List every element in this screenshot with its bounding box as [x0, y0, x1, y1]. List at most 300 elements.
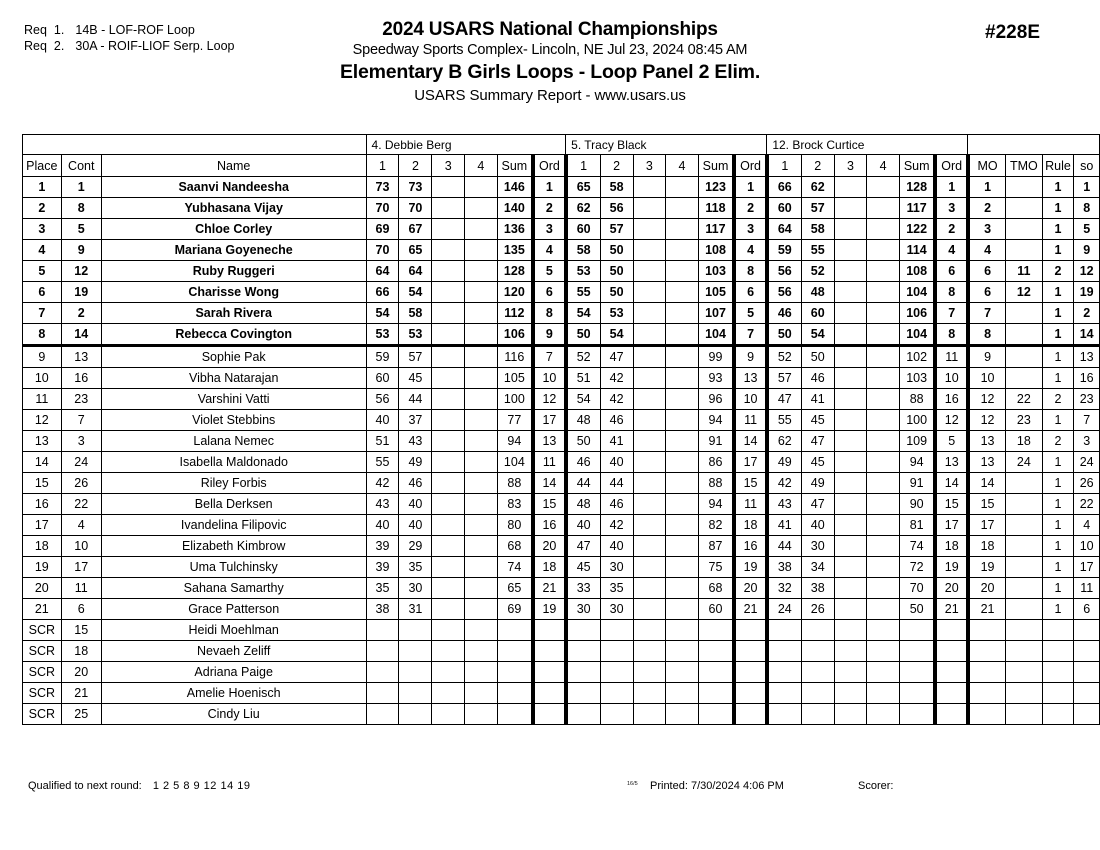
cell-rule	[1042, 641, 1074, 662]
cell-j1-element-3	[432, 536, 465, 557]
cell-mo: 6	[968, 261, 1006, 282]
cell-j3-sum	[899, 620, 935, 641]
cell-j1-element-4	[465, 303, 498, 324]
cell-place: 19	[23, 557, 62, 578]
cell-j2-element-1: 58	[566, 240, 600, 261]
table-row	[23, 683, 1100, 704]
cell-j3-element-3	[834, 282, 867, 303]
cell-name: Amelie Hoenisch	[101, 683, 366, 704]
cell-so: 13	[1074, 346, 1100, 368]
results-table	[22, 134, 1100, 725]
cell-j1-element-1: 54	[366, 303, 399, 324]
cell-j3-element-1: 42	[767, 473, 801, 494]
cell-j3-element-3	[834, 515, 867, 536]
requirement-text-2: 30A - ROIF-LIOF Serp. Loop	[75, 39, 235, 53]
cell-tmo	[1006, 641, 1043, 662]
cell-place: 3	[23, 219, 62, 240]
cell-j3-element-4	[867, 557, 900, 578]
cell-j3-element-3	[834, 198, 867, 219]
cell-j1-element-3	[432, 599, 465, 620]
cell-j2-ord: 13	[734, 368, 767, 389]
cell-j2-ord: 5	[734, 303, 767, 324]
cell-name: Varshini Vatti	[101, 389, 366, 410]
cell-j2-ord	[734, 683, 767, 704]
cell-j1-element-3	[432, 494, 465, 515]
cell-j1-ord: 11	[533, 452, 566, 473]
cell-j2-element-1: 54	[566, 389, 600, 410]
cell-j2-element-1: 53	[566, 261, 600, 282]
cell-j2-element-3	[633, 389, 666, 410]
cell-tmo	[1006, 620, 1043, 641]
cell-j2-element-2: 50	[600, 261, 633, 282]
cell-j3-element-2	[801, 704, 834, 725]
cell-j3-element-4	[867, 515, 900, 536]
cell-j3-element-3	[834, 346, 867, 368]
cell-j3-element-1: 52	[767, 346, 801, 368]
table-row	[23, 282, 1100, 303]
cell-j2-element-4	[666, 198, 699, 219]
cell-rule: 1	[1042, 240, 1074, 261]
cell-j2-element-1: 46	[566, 452, 600, 473]
cell-j1-element-4	[465, 557, 498, 578]
cell-j2-element-3	[633, 620, 666, 641]
cell-j1-element-1: 39	[366, 557, 399, 578]
cell-j3-element-2: 48	[801, 282, 834, 303]
cell-j1-element-2: 49	[399, 452, 432, 473]
cell-rule: 2	[1042, 389, 1074, 410]
cell-name: Cindy Liu	[101, 704, 366, 725]
cell-j1-element-3	[432, 662, 465, 683]
cell-j2-element-1: 52	[566, 346, 600, 368]
document-number: #228E	[985, 22, 1040, 43]
cell-j1-ord: 9	[533, 324, 566, 346]
cell-mo: 19	[968, 557, 1006, 578]
cell-name: Chloe Corley	[101, 219, 366, 240]
cell-j2-element-1: 48	[566, 494, 600, 515]
cell-j3-sum: 103	[899, 368, 935, 389]
cell-j2-element-2: 41	[600, 431, 633, 452]
cell-j1-sum: 69	[497, 599, 533, 620]
cell-cont: 20	[61, 662, 101, 683]
cell-j2-element-4	[666, 494, 699, 515]
cell-j2-ord: 17	[734, 452, 767, 473]
cell-place: 12	[23, 410, 62, 431]
cell-j1-element-2: 30	[399, 578, 432, 599]
cell-j1-element-3	[432, 389, 465, 410]
cell-j3-element-1: 41	[767, 515, 801, 536]
cell-j1-element-3	[432, 282, 465, 303]
cell-j2-ord	[734, 620, 767, 641]
column-header-row	[23, 155, 1100, 177]
cell-cont: 7	[61, 410, 101, 431]
cell-j1-element-4	[465, 683, 498, 704]
cell-j3-element-1: 55	[767, 410, 801, 431]
cell-j3-element-2: 49	[801, 473, 834, 494]
cell-j2-element-4	[666, 620, 699, 641]
cell-j1-element-1: 38	[366, 599, 399, 620]
cell-j3-element-4	[867, 324, 900, 346]
cell-name: Sarah Rivera	[101, 303, 366, 324]
cell-so: 2	[1074, 303, 1100, 324]
cell-j1-element-1: 43	[366, 494, 399, 515]
cell-rule: 1	[1042, 599, 1074, 620]
cell-j3-ord: 15	[935, 494, 968, 515]
cell-j1-element-1: 35	[366, 578, 399, 599]
cell-rule: 2	[1042, 431, 1074, 452]
cell-j2-ord: 9	[734, 346, 767, 368]
cell-name: Heidi Moehlman	[101, 620, 366, 641]
cell-j3-element-2: 30	[801, 536, 834, 557]
cell-j1-element-3	[432, 683, 465, 704]
cell-cont: 4	[61, 515, 101, 536]
cell-j2-element-4	[666, 389, 699, 410]
requirement-number-1: 1.	[53, 23, 65, 37]
cell-j1-sum: 104	[497, 452, 533, 473]
column-header-j3-element-3: 3	[834, 155, 867, 177]
cell-j1-element-3	[432, 557, 465, 578]
cell-j1-element-2	[399, 704, 432, 725]
table-row	[23, 389, 1100, 410]
cell-j1-element-4	[465, 177, 498, 198]
cell-j3-element-2	[801, 683, 834, 704]
cell-j2-sum: 60	[698, 599, 734, 620]
cell-j3-element-3	[834, 324, 867, 346]
cell-name: Sophie Pak	[101, 346, 366, 368]
judge-band-tail	[968, 135, 1100, 155]
venue-datetime: Speedway Sports Complex- Lincoln, NE Jul 23, 2024 08:45 AM	[352, 42, 748, 58]
cell-j2-element-4	[666, 704, 699, 725]
cell-j3-element-3	[834, 536, 867, 557]
cell-j2-element-3	[633, 346, 666, 368]
cell-j1-element-3	[432, 368, 465, 389]
cell-tmo	[1006, 346, 1043, 368]
cell-j2-element-1	[566, 641, 600, 662]
column-header-name: Name	[101, 155, 366, 177]
cell-mo	[968, 683, 1006, 704]
cell-j3-ord: 2	[935, 219, 968, 240]
cell-j3-element-3	[834, 368, 867, 389]
column-header-j3-sum: Sum	[899, 155, 935, 177]
table-row	[23, 620, 1100, 641]
cell-j3-element-3	[834, 452, 867, 473]
cell-j1-ord: 6	[533, 282, 566, 303]
cell-j2-ord: 16	[734, 536, 767, 557]
column-header-j2-element-2: 2	[600, 155, 633, 177]
cell-place: SCR	[23, 683, 62, 704]
cell-j3-element-4	[867, 389, 900, 410]
cell-name: Adriana Paige	[101, 662, 366, 683]
cell-j1-ord: 19	[533, 599, 566, 620]
event-title: 2024 USARS National Championships	[382, 19, 718, 40]
cell-j1-sum: 77	[497, 410, 533, 431]
cell-j1-ord: 17	[533, 410, 566, 431]
cell-j3-element-3	[834, 473, 867, 494]
cell-name: Yubhasana Vijay	[101, 198, 366, 219]
table-row	[23, 346, 1100, 368]
column-header-j1-ord: Ord	[533, 155, 566, 177]
cell-j3-element-3	[834, 410, 867, 431]
results-sheet	[22, 134, 1100, 725]
column-header-j2-element-1: 1	[566, 155, 600, 177]
cell-mo	[968, 662, 1006, 683]
cell-j2-ord: 20	[734, 578, 767, 599]
cell-j2-element-3	[633, 303, 666, 324]
cell-j2-sum: 105	[698, 282, 734, 303]
cell-cont: 9	[61, 240, 101, 261]
cell-j2-element-1: 54	[566, 303, 600, 324]
cell-j2-sum: 118	[698, 198, 734, 219]
cell-j3-sum: 114	[899, 240, 935, 261]
cell-j1-element-2: 70	[399, 198, 432, 219]
cell-place: SCR	[23, 620, 62, 641]
cell-mo: 8	[968, 324, 1006, 346]
cell-tmo	[1006, 368, 1043, 389]
title-block	[0, 18, 1100, 106]
cell-j3-element-1: 38	[767, 557, 801, 578]
cell-so: 14	[1074, 324, 1100, 346]
cell-place: 17	[23, 515, 62, 536]
cell-mo	[968, 704, 1006, 725]
cell-cont: 3	[61, 431, 101, 452]
cell-j3-element-4	[867, 662, 900, 683]
cell-mo: 7	[968, 303, 1006, 324]
cell-j2-element-3	[633, 473, 666, 494]
column-header-j1-element-2: 2	[399, 155, 432, 177]
cell-j2-ord	[734, 662, 767, 683]
cell-j1-element-3	[432, 303, 465, 324]
cell-j2-element-4	[666, 410, 699, 431]
cell-j1-ord	[533, 641, 566, 662]
cell-j3-ord	[935, 704, 968, 725]
cell-so	[1074, 683, 1100, 704]
cell-j1-element-2	[399, 683, 432, 704]
cell-j1-sum	[497, 641, 533, 662]
cell-j1-ord: 5	[533, 261, 566, 282]
cell-j3-ord: 20	[935, 578, 968, 599]
cell-j2-element-3	[633, 452, 666, 473]
cell-j3-ord: 11	[935, 346, 968, 368]
cell-place: 13	[23, 431, 62, 452]
cell-j2-sum: 94	[698, 494, 734, 515]
cell-j3-ord: 4	[935, 240, 968, 261]
table-row	[23, 641, 1100, 662]
cell-j3-element-4	[867, 704, 900, 725]
judge-name-3: 12. Brock Curtice	[767, 135, 968, 155]
cell-rule: 1	[1042, 219, 1074, 240]
cell-j2-element-3	[633, 410, 666, 431]
cell-tmo: 12	[1006, 282, 1043, 303]
cell-j3-element-2	[801, 662, 834, 683]
cell-j1-element-1: 39	[366, 536, 399, 557]
cell-j3-ord: 16	[935, 389, 968, 410]
cell-j2-element-4	[666, 452, 699, 473]
cell-cont: 18	[61, 641, 101, 662]
cell-j3-element-3	[834, 303, 867, 324]
cell-j1-element-4	[465, 261, 498, 282]
cell-j3-ord: 17	[935, 515, 968, 536]
cell-j2-ord: 8	[734, 261, 767, 282]
cell-j2-sum: 117	[698, 219, 734, 240]
cell-j3-element-1: 66	[767, 177, 801, 198]
cell-j2-element-2: 58	[600, 177, 633, 198]
cell-cont: 25	[61, 704, 101, 725]
cell-j1-element-1: 59	[366, 346, 399, 368]
cell-j1-sum: 112	[497, 303, 533, 324]
footer	[0, 780, 1100, 802]
cell-mo: 13	[968, 452, 1006, 473]
cell-j3-element-1	[767, 662, 801, 683]
cell-j3-sum: 81	[899, 515, 935, 536]
cell-j2-ord: 2	[734, 198, 767, 219]
cell-j3-element-3	[834, 219, 867, 240]
cell-j2-element-1: 50	[566, 324, 600, 346]
cell-j3-element-1	[767, 620, 801, 641]
table-row	[23, 261, 1100, 282]
cell-j3-element-3	[834, 431, 867, 452]
cell-j1-element-4	[465, 389, 498, 410]
cell-j2-element-2: 42	[600, 389, 633, 410]
cell-j2-element-4	[666, 557, 699, 578]
cell-j3-sum	[899, 662, 935, 683]
qualified-label: Qualified to next round:	[28, 780, 142, 792]
cell-j3-element-1: 43	[767, 494, 801, 515]
cell-j3-element-1	[767, 704, 801, 725]
cell-j1-ord: 13	[533, 431, 566, 452]
cell-j3-element-4	[867, 410, 900, 431]
cell-rule: 1	[1042, 346, 1074, 368]
cell-cont: 17	[61, 557, 101, 578]
cell-j2-sum	[698, 683, 734, 704]
cell-so: 16	[1074, 368, 1100, 389]
cell-j1-sum: 80	[497, 515, 533, 536]
cell-place: 15	[23, 473, 62, 494]
cell-j1-element-1	[366, 683, 399, 704]
cell-j2-element-3	[633, 704, 666, 725]
cell-cont: 10	[61, 536, 101, 557]
cell-cont: 6	[61, 599, 101, 620]
cell-j2-sum	[698, 704, 734, 725]
cell-j3-ord: 8	[935, 282, 968, 303]
column-header-place: Place	[23, 155, 62, 177]
cell-j2-element-4	[666, 303, 699, 324]
cell-j1-element-2	[399, 662, 432, 683]
cell-j2-element-4	[666, 431, 699, 452]
cell-j1-element-2: 64	[399, 261, 432, 282]
cell-j1-ord: 2	[533, 198, 566, 219]
cell-j1-sum	[497, 662, 533, 683]
cell-j2-element-4	[666, 641, 699, 662]
cell-j1-ord	[533, 620, 566, 641]
cell-so: 7	[1074, 410, 1100, 431]
cell-place: 7	[23, 303, 62, 324]
cell-j1-element-1: 73	[366, 177, 399, 198]
cell-j1-element-3	[432, 177, 465, 198]
cell-j2-element-3	[633, 282, 666, 303]
cell-j2-element-1	[566, 704, 600, 725]
cell-j2-element-1: 51	[566, 368, 600, 389]
cell-j2-element-2: 44	[600, 473, 633, 494]
cell-j3-element-4	[867, 177, 900, 198]
cell-j2-element-4	[666, 368, 699, 389]
cell-j1-element-3	[432, 219, 465, 240]
cell-j3-sum: 90	[899, 494, 935, 515]
cell-j1-element-3	[432, 515, 465, 536]
cell-j2-element-4	[666, 578, 699, 599]
cell-j2-element-1: 40	[566, 515, 600, 536]
cell-mo: 9	[968, 346, 1006, 368]
table-row	[23, 473, 1100, 494]
cell-mo: 4	[968, 240, 1006, 261]
cell-j3-element-2: 45	[801, 410, 834, 431]
cell-j1-element-3	[432, 346, 465, 368]
cell-j3-element-4	[867, 198, 900, 219]
cell-place: 21	[23, 599, 62, 620]
cell-j3-element-3	[834, 683, 867, 704]
cell-j1-sum: 116	[497, 346, 533, 368]
cell-j2-element-2: 35	[600, 578, 633, 599]
cell-j2-element-4	[666, 515, 699, 536]
cell-j1-sum: 146	[497, 177, 533, 198]
cell-so: 26	[1074, 473, 1100, 494]
cell-j3-element-4	[867, 452, 900, 473]
cell-j2-sum: 96	[698, 389, 734, 410]
cell-j3-element-1: 44	[767, 536, 801, 557]
table-row	[23, 324, 1100, 346]
cell-place: 6	[23, 282, 62, 303]
cell-name: Ruby Ruggeri	[101, 261, 366, 282]
cell-j3-element-3	[834, 620, 867, 641]
cell-j1-sum: 105	[497, 368, 533, 389]
cell-rule: 1	[1042, 578, 1074, 599]
cell-j2-element-4	[666, 662, 699, 683]
cell-j3-sum: 102	[899, 346, 935, 368]
cell-j1-element-3	[432, 473, 465, 494]
cell-so: 8	[1074, 198, 1100, 219]
cell-j3-sum	[899, 641, 935, 662]
cell-j1-element-2: 44	[399, 389, 432, 410]
page-title: Elementary B Girls Loops - Loop Panel 2 Elim.	[339, 61, 761, 83]
cell-j2-element-2: 30	[600, 599, 633, 620]
cell-tmo: 23	[1006, 410, 1043, 431]
cell-name: Ivandelina Filipovic	[101, 515, 366, 536]
table-row	[23, 240, 1100, 261]
cell-j3-element-4	[867, 240, 900, 261]
cell-j3-ord: 5	[935, 431, 968, 452]
cell-j3-element-4	[867, 536, 900, 557]
cell-j3-element-4	[867, 683, 900, 704]
cell-name: Nevaeh Zeliff	[101, 641, 366, 662]
cell-j1-sum: 136	[497, 219, 533, 240]
cell-cont: 2	[61, 303, 101, 324]
cell-so: 5	[1074, 219, 1100, 240]
cell-j2-element-1: 30	[566, 599, 600, 620]
cell-j1-ord: 4	[533, 240, 566, 261]
cell-j3-element-3	[834, 662, 867, 683]
cell-place: 14	[23, 452, 62, 473]
column-header-j3-element-4: 4	[867, 155, 900, 177]
cell-j3-element-3	[834, 578, 867, 599]
cell-j1-ord: 18	[533, 557, 566, 578]
cell-j1-sum: 120	[497, 282, 533, 303]
cell-tmo: 11	[1006, 261, 1043, 282]
cell-so	[1074, 620, 1100, 641]
table-row	[23, 704, 1100, 725]
cell-place: 8	[23, 324, 62, 346]
table-row	[23, 536, 1100, 557]
cell-j1-element-2: 43	[399, 431, 432, 452]
cell-j1-element-4	[465, 536, 498, 557]
cell-j1-element-4	[465, 198, 498, 219]
